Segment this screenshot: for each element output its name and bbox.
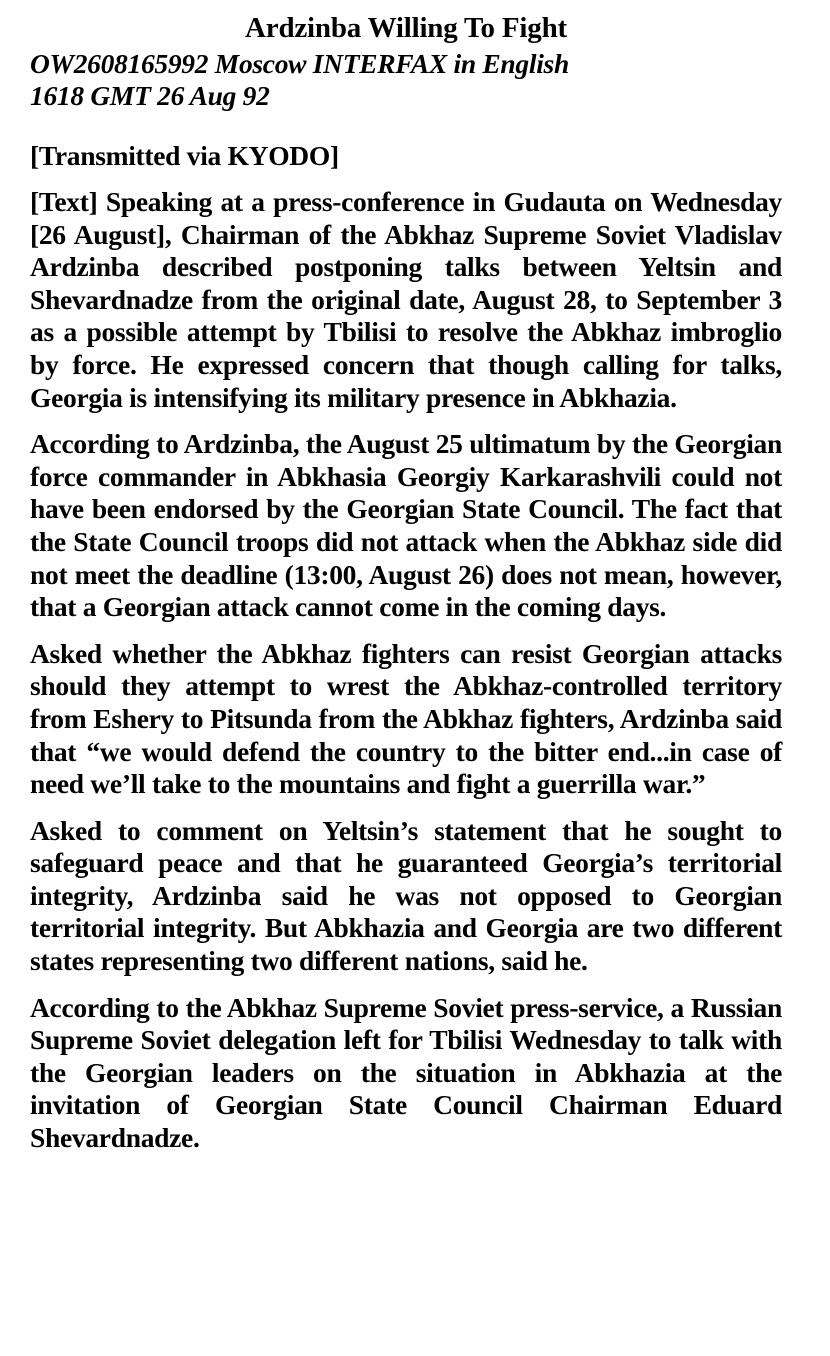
transmitted-note: [Transmitted via KYODO] (30, 140, 339, 171)
dateline-source: OW2608165992 Moscow INTERFAX in English (30, 48, 569, 79)
article-headline: Ardzinba Willing To Fight (245, 12, 567, 44)
article-paragraph: Asked whether the Abkhaz fighters can resist Georgian attacks should they attempt to wrest the Abkhaz-controlled territory from Eshery to Pitsunda from the Abkhaz fighters, Ardzinba said that “we would defend the country to the bitter end...in case of need we’ll take to the mountains and fight a guerrilla war.” (30, 637, 782, 800)
document-page (30, 10, 782, 1155)
article-paragraph: [Text] Speaking at a press-conference in Gudauta on Wednesday [26 August], Chairman of the Abkhaz Supreme Soviet Vladislav Ardzinba described postponing talks between Yeltsin and Shevardnadze from the original date, August 28, to September 3 as a possible attempt by Tbilisi to resolve the Abkhaz imbroglio by force. He expressed concern that though calling for talks, Georgia is intensifying its military presence in Abkhazia. (30, 186, 782, 413)
article-paragraph: Asked to comment on Yeltsin’s statement that he sought to safeguard peace and that he guaranteed Georgia’s territorial integrity, Ardzinba said he was not opposed to Georgian territorial integrity. But Abkhazia and Georgia are two different states representing two different nations, said he. (30, 814, 782, 977)
article-paragraph: According to the Abkhaz Supreme Soviet press-service, a Russian Supreme Soviet delegation left for Tbilisi Wednesday to talk with the Georgian leaders on the situation in Abkhazia at the invitation of Georgian State Council Chairman Eduard Shevardnadze. (30, 991, 782, 1154)
dateline-time: 1618 GMT 26 Aug 92 (30, 80, 270, 111)
article-paragraph: According to Ardzinba, the August 25 ultimatum by the Georgian force commander in Abkhasia Georgiy Karkarashvili could not have been endorsed by the Georgian State Council. The fact that the State Council troops did not attack when the Abkhaz side did not meet the deadline (13:00, August 26) does not mean, however, that a Georgian attack cannot come in the coming days. (30, 428, 782, 623)
